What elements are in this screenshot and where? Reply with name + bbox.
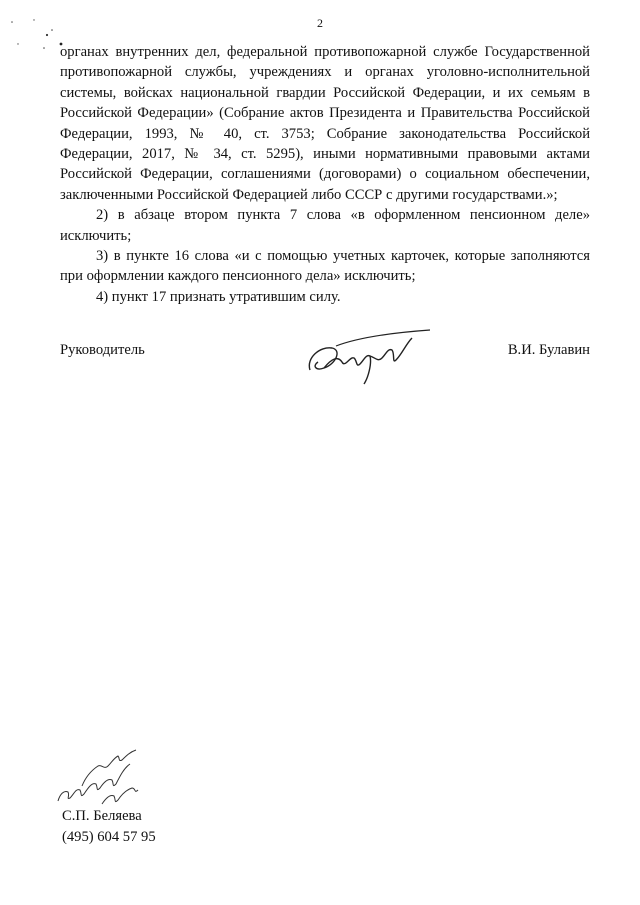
handwritten-signature xyxy=(302,328,452,388)
signatory-name: В.И. Булавин xyxy=(507,342,590,358)
signature-block xyxy=(60,338,590,398)
executor-name: С.П. Беляева xyxy=(62,808,142,824)
paragraph-item-3: 3) в пункте 16 слова «и с помощью учетных карточек, которые заполняются при оформлении каждого пенсионного дела» исключить; xyxy=(60,248,590,285)
executor-block xyxy=(62,806,156,848)
handwritten-approval-mark xyxy=(52,746,152,806)
executor-phone: (495) 604 57 95 xyxy=(62,829,156,845)
paragraph-continuation: органах внутренних дел, федеральной противопожарной службе Государственной противопожарной службы, учреждениях и органах уголовно-исполнительной системы, войсках национальной гвардии Российской Федерации, и их семьям в Российской Федерации» (Собрание актов Президента и Правительства Российской Федерации, 1993, № 40, ст. 3753; Собрание законодательства Российской Федерации, 2017, № 34, ст. 5295), иными нормативными правовыми актами Российской Федерации, соглашениями (договорами) о социальном обеспечении, заключенными Российской Федерацией либо СССР с другими государствами.»; xyxy=(60,44,590,203)
paragraph-item-4: 4) пункт 17 признать утратившим силу. xyxy=(96,288,341,305)
signatory-title: Руководитель xyxy=(60,342,145,358)
paragraph-item-2: 2) в абзаце втором пункта 7 слова «в оформленном пенсионном деле» исключить; xyxy=(60,207,590,244)
page-number: 2 xyxy=(317,16,323,30)
document-body xyxy=(60,42,590,307)
